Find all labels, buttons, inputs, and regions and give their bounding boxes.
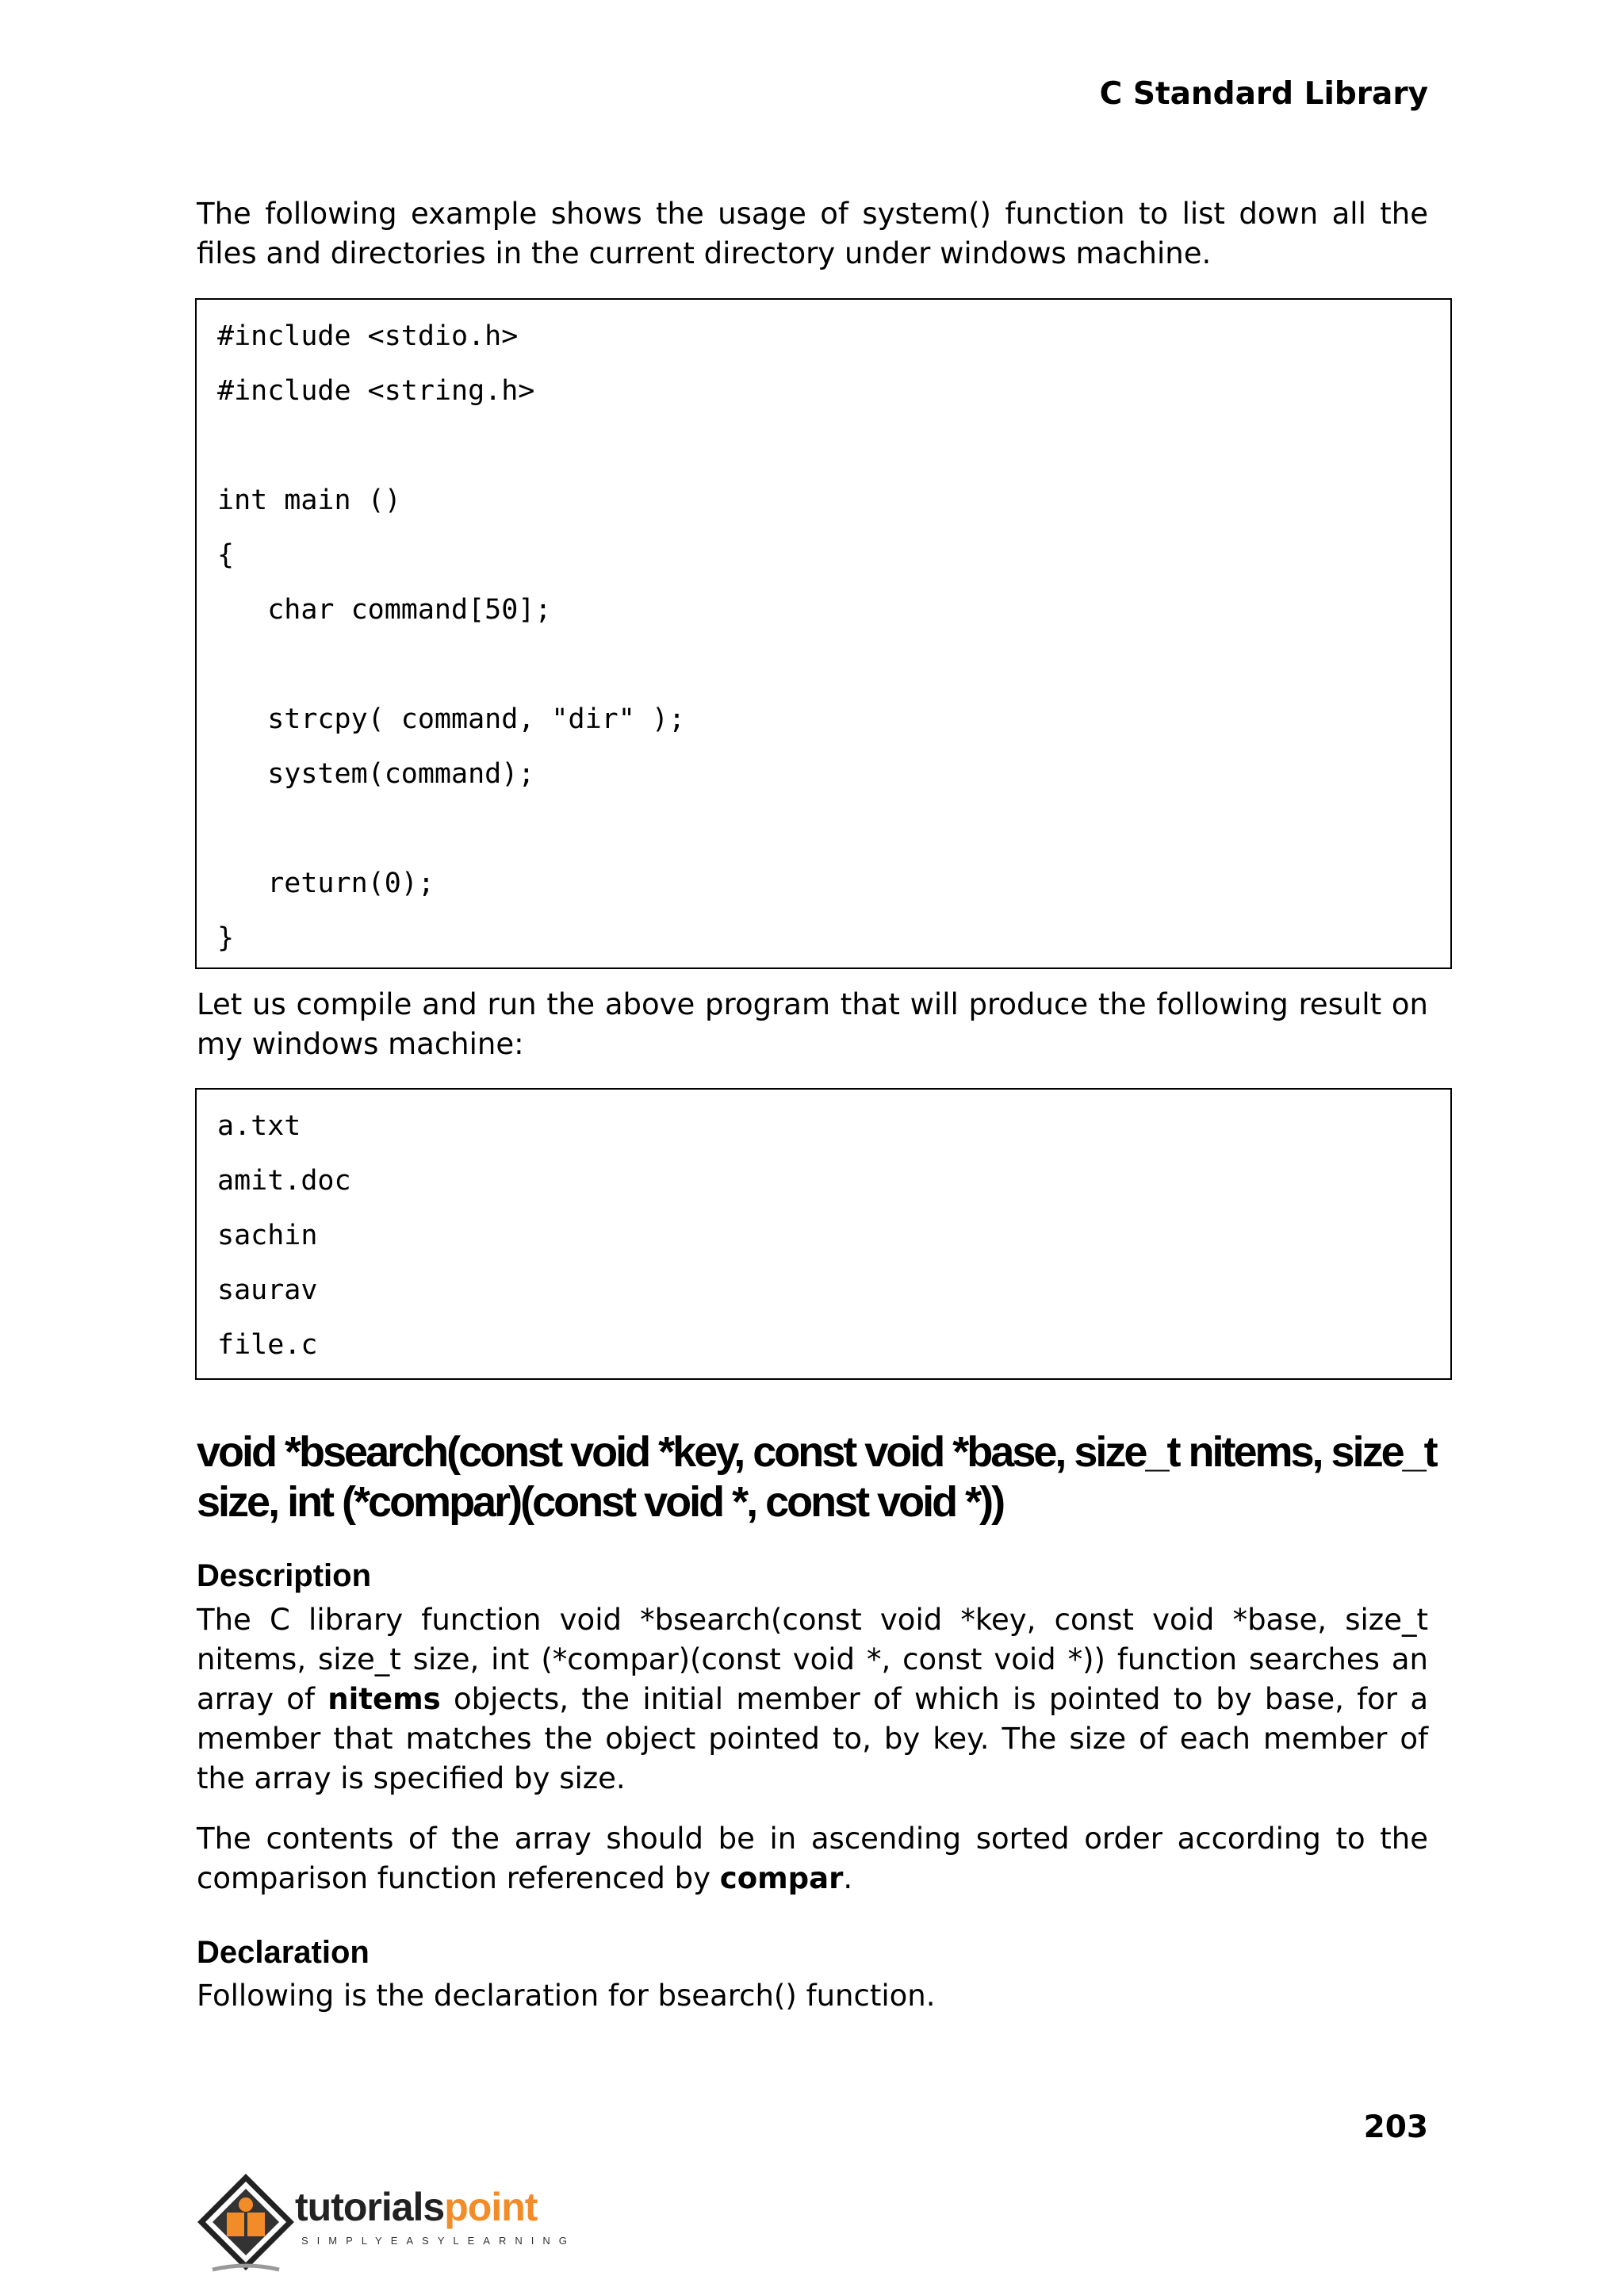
tutorialspoint-logo [197,2173,576,2292]
code-line: int main () [217,485,401,516]
logo-emblem-icon [197,2173,300,2276]
output-line: file.c [217,1329,318,1361]
description-text: The contents of the array should be in ascending sorted order according to the comparison function referenced by [197,1822,1428,1895]
running-header: C Standard Library [1099,76,1428,112]
page-number: 203 [1363,2109,1428,2145]
code-line: strcpy( command, "dir" ); [217,703,686,735]
result-intro-paragraph: Let us compile and run the above program that will produce the following result on my windows machine: [197,987,1428,1061]
output-line: sachin [217,1220,318,1251]
logo-wordmark [295,2184,537,2230]
code-line [217,419,1450,473]
code-line: #include <string.h> [217,375,535,407]
description-heading: Description [197,1558,372,1593]
declaration-heading: Declaration [197,1935,370,1970]
intro-paragraph: The following example shows the usage of system() function to list down all the files and directories in the current directory under windows machine. [197,197,1428,270]
code-line: { [217,539,235,571]
output-line: amit.doc [217,1165,351,1197]
code-line [217,638,1450,692]
description-text: The C library function void *bsearch(const void *key, const void *base, size_t nitems, size_t size, int (*compar)(const void *, const void *)) function searches an array of [197,1603,1428,1716]
code-line: #include <stdio.h> [217,320,519,352]
code-example-box [195,298,1452,969]
declaration-paragraph: Following is the declaration for bsearch() function. [197,1979,936,2013]
code-line: system(command); [217,758,535,790]
nitems-term: nitems [327,1682,441,1716]
section-title: void *bsearch(const void *key, const void *base, size_t nitems, size_t size, int (*compar)(const void *, const void *)) [197,1428,1436,1526]
description-text: . [843,1861,853,1895]
logo-word-point: point [444,2185,538,2229]
code-line [217,802,1450,856]
logo-word-tutorials: tutorials [295,2185,445,2229]
code-line: return(0); [217,868,435,899]
description-paragraph-1 [197,1600,1428,1799]
code-line: } [217,922,235,954]
description-text: objects, the initial member of which is pointed to by base, for a member that matches the object pointed to, by key. The size of each member of the array is specified by size. [197,1682,1429,1795]
logo-tagline: SIMPLYEASYLEARNING [301,2235,576,2247]
description-paragraph-2 [197,1819,1428,1898]
output-line: a.txt [217,1110,301,1142]
output-box [195,1088,1452,1380]
output-line: saurav [217,1274,318,1306]
code-line: char command[50]; [217,594,552,626]
compar-term: compar [719,1861,844,1895]
